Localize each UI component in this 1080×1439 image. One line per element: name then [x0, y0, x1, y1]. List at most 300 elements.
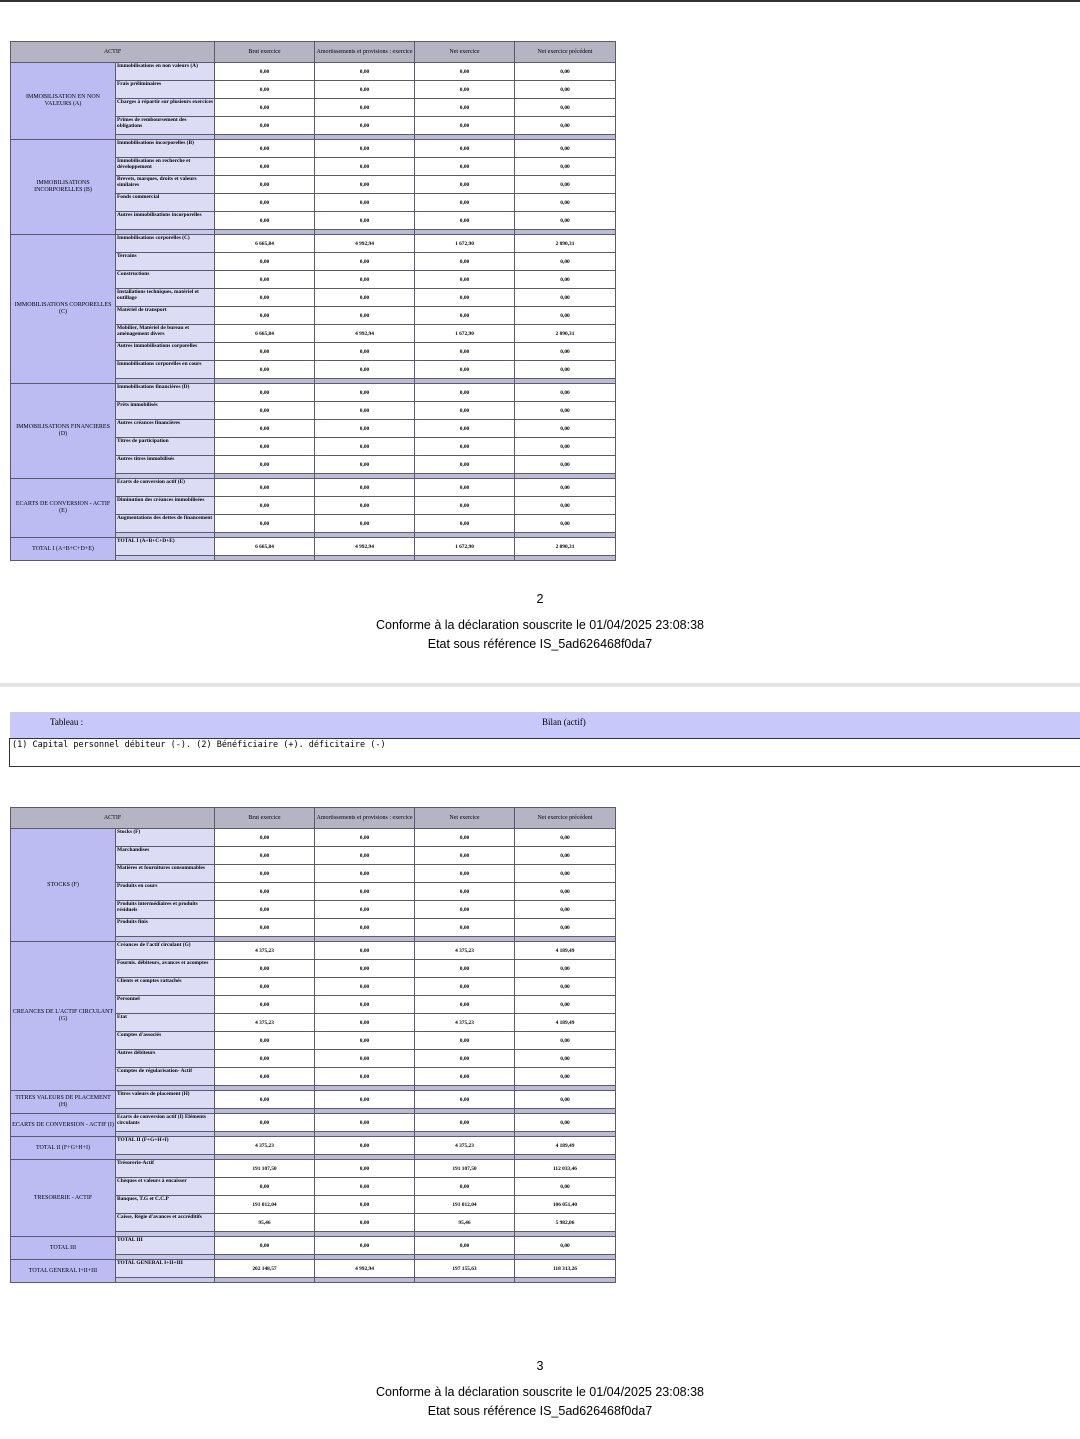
row-label: TOTAL I (A+B+C+D+E)	[116, 538, 215, 556]
group-label: IMMOBILISATIONS INCORPORELLES (B)	[11, 140, 116, 235]
group-label: IMMOBILISATIONS FINANCIERES (D)	[11, 384, 116, 479]
cell-value: 0,00	[215, 1091, 315, 1109]
page-footer	[0, 1383, 1080, 1421]
cell-value: 0,00	[215, 479, 315, 497]
cell-value: 0,00	[415, 307, 515, 325]
spacer-cell	[315, 556, 415, 561]
cell-value: 106 051,40	[515, 1196, 616, 1214]
row-label: Immobilisations corporelles (C)	[116, 235, 215, 253]
col-header-net: Net exercice	[415, 808, 515, 829]
cell-value: 0,00	[415, 361, 515, 379]
cell-value: 0,00	[415, 384, 515, 402]
cell-value: 0,00	[415, 402, 515, 420]
table-row	[11, 942, 616, 960]
cell-value: 0,00	[315, 289, 415, 307]
row-label: Caisse, Régie d'avances et accréditifs	[116, 1214, 215, 1232]
cell-value: 0,00	[315, 479, 415, 497]
cell-value: 0,00	[315, 1050, 415, 1068]
cell-value: 0,00	[515, 847, 616, 865]
cell-value: 2 090,31	[515, 538, 616, 556]
cell-value: 0,00	[415, 1068, 515, 1086]
page-footer	[0, 616, 1080, 654]
table-row	[11, 1260, 616, 1278]
cell-value: 0,00	[515, 253, 616, 271]
spacer-cell	[116, 1278, 215, 1283]
cell-value: 191 107,50	[215, 1160, 315, 1178]
cell-value: 0,00	[315, 1014, 415, 1032]
cell-value: 4 992,94	[315, 1260, 415, 1278]
cell-value: 0,00	[515, 289, 616, 307]
table-row	[11, 1237, 616, 1255]
bilan-actif-table-immobilise	[10, 41, 616, 561]
table-row	[11, 235, 616, 253]
cell-value: 0,00	[215, 384, 315, 402]
cell-value: 0,00	[215, 865, 315, 883]
table-row	[11, 538, 616, 556]
cell-value: 0,00	[515, 479, 616, 497]
cell-value: 0,00	[315, 99, 415, 117]
tableau-label: Tableau :	[50, 717, 84, 727]
cell-value: 0,00	[215, 99, 315, 117]
row-label: Banques, T.G et C.C.P	[116, 1196, 215, 1214]
row-label: TOTAL II (F+G+H+I)	[116, 1137, 215, 1155]
row-label: Prêts immobilisés	[116, 402, 215, 420]
row-label: Ecarts de conversion actif (I) Eléments circulants	[116, 1114, 215, 1132]
cell-value: 2 090,31	[515, 325, 616, 343]
cell-value: 0,00	[315, 63, 415, 81]
cell-value: 0,00	[215, 253, 315, 271]
cell-value: 6 665,84	[215, 235, 315, 253]
bilan-actif-table-circulant	[10, 807, 616, 1283]
cell-value: 6 665,84	[215, 325, 315, 343]
cell-value: 0,00	[415, 515, 515, 533]
table-row	[11, 1160, 616, 1178]
spacer-cell	[415, 556, 515, 561]
table-row	[11, 1091, 616, 1109]
cell-value: 0,00	[215, 996, 315, 1014]
page-top-rule	[0, 0, 1080, 2]
cell-value: 0,00	[215, 402, 315, 420]
cell-value: 0,00	[215, 1178, 315, 1196]
cell-value: 0,00	[315, 1114, 415, 1132]
cell-value: 4 375,23	[415, 942, 515, 960]
cell-value: 0,00	[315, 919, 415, 937]
cell-value: 4 992,94	[315, 538, 415, 556]
group-label: ECARTS DE CONVERSION - ACTIF (E)	[11, 479, 116, 538]
cell-value: 0,00	[515, 1178, 616, 1196]
cell-value: 0,00	[415, 81, 515, 99]
cell-value: 0,00	[415, 176, 515, 194]
cell-value: 0,00	[215, 847, 315, 865]
table-row	[11, 63, 616, 81]
cell-value: 0,00	[315, 117, 415, 135]
cell-value: 0,00	[215, 1032, 315, 1050]
cell-value: 0,00	[215, 883, 315, 901]
group-label: TOTAL III	[11, 1237, 116, 1260]
cell-value: 0,00	[315, 497, 415, 515]
cell-value: 0,00	[315, 1160, 415, 1178]
cell-value: 0,00	[415, 253, 515, 271]
cell-value: 4 375,23	[215, 942, 315, 960]
row-label: Mobilier, Matériel de bureau et aménagement divers	[116, 325, 215, 343]
cell-value: 0,00	[515, 919, 616, 937]
cell-value: 0,00	[315, 176, 415, 194]
group-label: TRESORERIE - ACTIF	[11, 1160, 116, 1237]
cell-value: 0,00	[515, 497, 616, 515]
cell-value: 0,00	[515, 402, 616, 420]
cell-value: 0,00	[215, 212, 315, 230]
cell-value: 0,00	[415, 271, 515, 289]
cell-value: 118 313,26	[515, 1260, 616, 1278]
col-header-net-precedent: Net exercice précédent	[515, 808, 616, 829]
cell-value: 0,00	[415, 289, 515, 307]
cell-value: 0,00	[215, 343, 315, 361]
cell-value: 0,00	[415, 497, 515, 515]
row-label: Autres titres immobilisés	[116, 456, 215, 474]
table-row	[11, 479, 616, 497]
row-label: Charges à répartir sur plusieurs exercices	[116, 99, 215, 117]
cell-value: 0,00	[515, 343, 616, 361]
cell-value: 0,00	[515, 1050, 616, 1068]
row-label: Immobilisations en recherche et développement	[116, 158, 215, 176]
cell-value: 0,00	[415, 960, 515, 978]
row-label: Immobilisations incorporelles (B)	[116, 140, 215, 158]
cell-value: 0,00	[515, 1091, 616, 1109]
cell-value: 0,00	[515, 996, 616, 1014]
row-label: Immobilisations en non valeurs (A)	[116, 63, 215, 81]
cell-value: 0,00	[415, 883, 515, 901]
cell-value: 0,00	[215, 194, 315, 212]
table-row	[11, 1137, 616, 1155]
col-header-actif: ACTIF	[11, 42, 215, 63]
table-header-row	[11, 42, 616, 63]
cell-value: 0,00	[515, 176, 616, 194]
cell-value: 0,00	[315, 307, 415, 325]
cell-value: 0,00	[415, 829, 515, 847]
cell-value: 0,00	[215, 289, 315, 307]
cell-value: 0,00	[415, 99, 515, 117]
row-label: Constructions	[116, 271, 215, 289]
cell-value: 197 155,63	[415, 1260, 515, 1278]
cell-value: 0,00	[315, 438, 415, 456]
cell-value: 0,00	[315, 194, 415, 212]
cell-value: 0,00	[315, 1178, 415, 1196]
row-label: Comptes d'associés	[116, 1032, 215, 1050]
row-label: Primes de remboursement des obligations	[116, 117, 215, 135]
cell-value: 0,00	[515, 829, 616, 847]
cell-value: 0,00	[515, 81, 616, 99]
row-label: Installations techniques, matériel et outillage	[116, 289, 215, 307]
cell-value: 0,00	[515, 515, 616, 533]
cell-value: 0,00	[215, 1114, 315, 1132]
cell-value: 4 189,49	[515, 942, 616, 960]
spacer-cell	[515, 1278, 616, 1283]
row-label: Immobilisations financières (D)	[116, 384, 215, 402]
cell-value: 0,00	[415, 140, 515, 158]
cell-value: 0,00	[415, 978, 515, 996]
row-label: Fournis. débiteurs, avances et acomptes	[116, 960, 215, 978]
row-label: Terrains	[116, 253, 215, 271]
cell-value: 0,00	[415, 919, 515, 937]
cell-value: 0,00	[515, 384, 616, 402]
cell-value: 0,00	[515, 361, 616, 379]
row-label: Créances de l'actif circulant (G)	[116, 942, 215, 960]
cell-value: 0,00	[415, 479, 515, 497]
row-label: Stocks (F)	[116, 829, 215, 847]
cell-value: 4 992,94	[315, 235, 415, 253]
tableau-title: Bilan (actif)	[542, 717, 586, 727]
cell-value: 95,46	[415, 1214, 515, 1232]
footer-conformity-line: Conforme à la déclaration souscrite le 01/04/2025 23:08:38	[376, 1385, 704, 1399]
cell-value: 0,00	[215, 901, 315, 919]
cell-value: 0,00	[515, 307, 616, 325]
col-header-amortissements: Amortissements et provisions : exercice	[315, 808, 415, 829]
cell-value: 0,00	[515, 158, 616, 176]
cell-value: 0,00	[315, 865, 415, 883]
cell-value: 0,00	[415, 438, 515, 456]
col-header-net: Net exercice	[415, 42, 515, 63]
group-label: IMMOBILISATIONS CORPORELLES (C)	[11, 235, 116, 384]
cell-value: 0,00	[215, 515, 315, 533]
group-label: ECARTS DE CONVERSION - ACTIF (I)	[11, 1114, 116, 1137]
page-separator	[0, 683, 1080, 687]
cell-value: 0,00	[215, 497, 315, 515]
row-label: Comptes de régularisation- Actif	[116, 1068, 215, 1086]
cell-value: 0,00	[315, 456, 415, 474]
cell-value: 0,00	[515, 456, 616, 474]
row-label: Produits finis	[116, 919, 215, 937]
row-label: Personnel	[116, 996, 215, 1014]
cell-value: 0,00	[315, 271, 415, 289]
cell-value: 0,00	[515, 99, 616, 117]
cell-value: 0,00	[315, 996, 415, 1014]
cell-value: 0,00	[315, 420, 415, 438]
cell-value: 4 375,23	[215, 1137, 315, 1155]
cell-value: 4 189,49	[515, 1014, 616, 1032]
cell-value: 4 992,94	[315, 325, 415, 343]
table-header-row	[11, 808, 616, 829]
cell-value: 0,00	[215, 438, 315, 456]
row-label: Matières et fournitures consommables	[116, 865, 215, 883]
cell-value: 0,00	[515, 194, 616, 212]
cell-value: 0,00	[215, 1068, 315, 1086]
spacer-cell	[215, 556, 315, 561]
cell-value: 0,00	[415, 1237, 515, 1255]
spacer-cell	[215, 1278, 315, 1283]
cell-value: 0,00	[415, 456, 515, 474]
cell-value: 0,00	[315, 402, 415, 420]
cell-value: 202 148,57	[215, 1260, 315, 1278]
cell-value: 0,00	[315, 978, 415, 996]
row-label: Diminution des créances immobilisées	[116, 497, 215, 515]
row-label: Titres valeurs de placement (H)	[116, 1091, 215, 1109]
cell-value: 0,00	[315, 1196, 415, 1214]
table-row	[11, 384, 616, 402]
row-label: Frais préliminaires	[116, 81, 215, 99]
row-label: Ecarts de conversion actif (E)	[116, 479, 215, 497]
cell-value: 0,00	[315, 1237, 415, 1255]
cell-value: 0,00	[415, 1178, 515, 1196]
cell-value: 0,00	[515, 271, 616, 289]
cell-value: 0,00	[515, 960, 616, 978]
cell-value: 0,00	[515, 978, 616, 996]
cell-value: 0,00	[215, 919, 315, 937]
cell-value: 0,00	[515, 1237, 616, 1255]
cell-value: 0,00	[315, 1032, 415, 1050]
row-label: Immobilisations corporelles en cours	[116, 361, 215, 379]
cell-value: 0,00	[515, 212, 616, 230]
row-label: Autres créances financières	[116, 420, 215, 438]
cell-value: 0,00	[415, 847, 515, 865]
row-label: Matériel de transport	[116, 307, 215, 325]
cell-value: 4 375,23	[415, 1014, 515, 1032]
cell-value: 191 012,04	[215, 1196, 315, 1214]
cell-value: 1 672,90	[415, 538, 515, 556]
group-label: CREANCES DE L'ACTIF CIRCULANT (G)	[11, 942, 116, 1091]
cell-value: 0,00	[315, 942, 415, 960]
cell-value: 0,00	[315, 1068, 415, 1086]
cell-value: 0,00	[315, 901, 415, 919]
spacer-cell	[315, 1278, 415, 1283]
cell-value: 0,00	[415, 996, 515, 1014]
row-label: Produits en cours	[116, 883, 215, 901]
cell-value: 0,00	[215, 456, 315, 474]
cell-value: 95,46	[215, 1214, 315, 1232]
cell-value: 0,00	[515, 1068, 616, 1086]
cell-value: 0,00	[415, 1114, 515, 1132]
cell-value: 0,00	[215, 158, 315, 176]
cell-value: 0,00	[515, 1114, 616, 1132]
cell-value: 0,00	[215, 978, 315, 996]
cell-value: 191 012,04	[415, 1196, 515, 1214]
cell-value: 0,00	[315, 960, 415, 978]
cell-value: 0,00	[415, 1032, 515, 1050]
footer-reference-line: Etat sous référence IS_5ad626468f0da7	[427, 1404, 653, 1418]
cell-value: 0,00	[415, 1091, 515, 1109]
cell-value: 0,00	[315, 883, 415, 901]
cell-value: 0,00	[415, 194, 515, 212]
cell-value: 0,00	[515, 420, 616, 438]
cell-value: 0,00	[315, 829, 415, 847]
cell-value: 0,00	[215, 140, 315, 158]
cell-value: 1 672,90	[415, 235, 515, 253]
row-label: Marchandises	[116, 847, 215, 865]
cell-value: 1 672,90	[415, 325, 515, 343]
cell-value: 0,00	[315, 343, 415, 361]
cell-value: 0,00	[315, 140, 415, 158]
cell-value: 0,00	[315, 515, 415, 533]
row-label: Clients et comptes rattachés	[116, 978, 215, 996]
cell-value: 0,00	[215, 307, 315, 325]
col-header-brut: Brut exercice	[215, 808, 315, 829]
group-label: TITRES VALEURS DE PLACEMENT (H)	[11, 1091, 116, 1114]
cell-value: 0,00	[315, 81, 415, 99]
tableau-banner	[10, 712, 1080, 738]
spacer-cell	[116, 556, 215, 561]
group-label: TOTAL II (F+G+H+I)	[11, 1137, 116, 1160]
cell-value: 5 982,06	[515, 1214, 616, 1232]
cell-value: 0,00	[215, 1237, 315, 1255]
group-label: TOTAL GENERAL I+II+III	[11, 1260, 116, 1283]
footer-conformity-line: Conforme à la déclaration souscrite le 01/04/2025 23:08:38	[376, 618, 704, 632]
cell-value: 0,00	[315, 384, 415, 402]
cell-value: 0,00	[415, 1050, 515, 1068]
cell-value: 0,00	[215, 63, 315, 81]
footer-reference-line: Etat sous référence IS_5ad626468f0da7	[427, 637, 653, 651]
cell-value: 0,00	[315, 253, 415, 271]
cell-value: 0,00	[515, 883, 616, 901]
cell-value: 0,00	[315, 847, 415, 865]
cell-value: 0,00	[415, 420, 515, 438]
row-label: Chèques et valeurs à encaisser	[116, 1178, 215, 1196]
cell-value: 191 107,50	[415, 1160, 515, 1178]
col-header-net-precedent: Net exercice précédent	[515, 42, 616, 63]
col-header-actif: ACTIF	[11, 808, 215, 829]
cell-value: 0,00	[515, 901, 616, 919]
cell-value: 0,00	[215, 81, 315, 99]
cell-value: 0,00	[515, 1032, 616, 1050]
group-label: TOTAL I (A+B+C+D+E)	[11, 538, 116, 561]
row-label: TOTAL III	[116, 1237, 215, 1255]
cell-value: 4 189,49	[515, 1137, 616, 1155]
cell-value: 0,00	[215, 361, 315, 379]
tableau-note: (1) Capital personnel débiteur (-). (2) Bénéficiaire (+). déficitaire (-)	[9, 738, 1080, 767]
row-label: TOTAL GENERAL I+II+III	[116, 1260, 215, 1278]
cell-value: 0,00	[415, 158, 515, 176]
cell-value: 0,00	[515, 63, 616, 81]
row-label: Autres immobilisations incorporelles	[116, 212, 215, 230]
page-number: 2	[536, 592, 544, 606]
spacer-cell	[515, 556, 616, 561]
table-row	[11, 829, 616, 847]
row-label: Trésorerie-Actif	[116, 1160, 215, 1178]
cell-value: 0,00	[215, 420, 315, 438]
cell-value: 0,00	[515, 865, 616, 883]
row-label: Autres débiteurs	[116, 1050, 215, 1068]
cell-value: 0,00	[415, 901, 515, 919]
cell-value: 0,00	[315, 158, 415, 176]
col-header-brut: Brut exercice	[215, 42, 315, 63]
cell-value: 0,00	[315, 1137, 415, 1155]
cell-value: 0,00	[215, 271, 315, 289]
cell-value: 0,00	[315, 1091, 415, 1109]
table-row	[11, 140, 616, 158]
cell-value: 4 375,23	[215, 1014, 315, 1032]
cell-value: 0,00	[315, 361, 415, 379]
cell-value: 0,00	[315, 1214, 415, 1232]
group-label: STOCKS (F)	[11, 829, 116, 942]
cell-value: 0,00	[415, 117, 515, 135]
page-number: 3	[536, 1359, 544, 1373]
col-header-amortissements: Amortissements et provisions : exercice	[315, 42, 415, 63]
cell-value: 0,00	[515, 438, 616, 456]
table-row	[11, 1114, 616, 1132]
cell-value: 0,00	[515, 117, 616, 135]
cell-value: 0,00	[415, 212, 515, 230]
cell-value: 112 033,46	[515, 1160, 616, 1178]
cell-value: 0,00	[215, 176, 315, 194]
row-label: Fonds commercial	[116, 194, 215, 212]
row-label: Produits intermédiaires et produits résiduels	[116, 901, 215, 919]
row-label: Augmentations des dettes de financement	[116, 515, 215, 533]
cell-value: 0,00	[215, 117, 315, 135]
cell-value: 0,00	[415, 343, 515, 361]
cell-value: 0,00	[215, 960, 315, 978]
cell-value: 0,00	[315, 212, 415, 230]
cell-value: 0,00	[415, 865, 515, 883]
group-label: IMMOBILISATION EN NON VALEURS (A)	[11, 63, 116, 140]
cell-value: 6 665,84	[215, 538, 315, 556]
